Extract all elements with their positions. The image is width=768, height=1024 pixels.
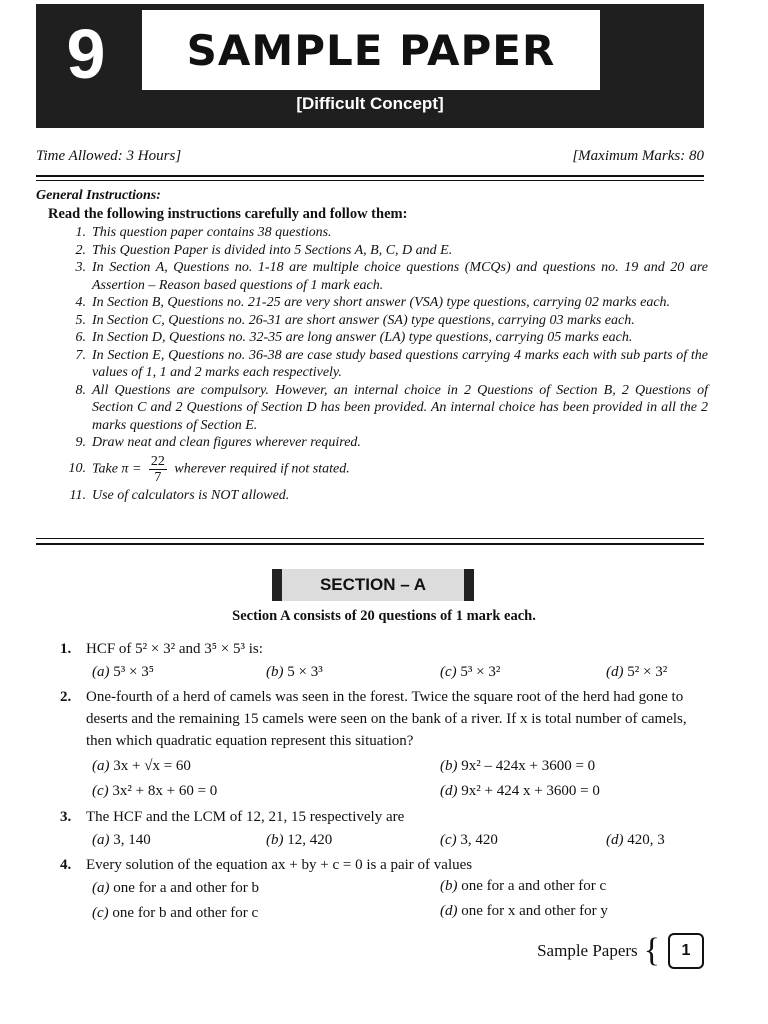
list-item: 5. In Section C, Questions no. 26-31 are short answer (SA) type questions, carrying 03 marks each. (75, 312, 635, 328)
instructions-subheading: Read the following instructions carefully and follow them: (48, 206, 408, 222)
list-item: 4. In Section B, Questions no. 21-25 are very short answer (VSA) type questions, carrying 02 marks each. (75, 295, 671, 310)
question-3: 3. The HCF and the LCM of 12, 21, 15 respectively are (60, 809, 405, 825)
question-4: 4. Every solution of the equation ax + by + c = 0 is a pair of values (60, 857, 473, 873)
list-item: 2. This Question Paper is divided into 5 Sections A, B, C, D and E. (75, 242, 453, 258)
option-b: (b) 12, 420 (266, 832, 333, 848)
paper-header (36, 4, 704, 128)
question-1: 1. HCF of 5² × 3² and 3⁵ × 5³ is: (60, 641, 263, 657)
section-title: SECTION – A (272, 569, 474, 601)
question-2: 2. One-fourth of a herd of camels was seen in the forest. Twice the square root of the herd had gone to deserts and the remaining 15 camels were seen on the bank of a river. If x is total number of camels, then which quadratic equation represent this situation? (60, 689, 687, 749)
option-a: (a) 3, 140 (92, 832, 151, 848)
list-item: 3. In Section A, Questions no. 1-18 are multiple choice questions (MCQs) and questions no. 19 and 20 are Assertion – Reason based questions of 1 mark each. (75, 260, 708, 293)
page-number: 1 (668, 933, 704, 969)
list-item: 6. In Section D, Questions no. 32-35 are long answer (LA) type questions, carrying 05 marks each. (75, 330, 633, 345)
list-item: 9. Draw neat and clean figures wherever required. (75, 435, 361, 450)
option-d: (d) 5² × 3² (606, 664, 668, 680)
option-b: (b) 9x² – 424x + 3600 = 0 (440, 758, 596, 774)
divider (36, 543, 704, 545)
option-c: (c) 5³ × 3² (440, 664, 501, 680)
maximum-marks: [Maximum Marks: 80 (572, 148, 704, 164)
option-c: (c) one for b and other for c (92, 905, 259, 921)
instructions-heading: General Instructions: (36, 188, 161, 203)
divider (36, 175, 704, 177)
fraction: $\frac{22}{7}$ (150, 453, 165, 485)
list-item: 8. All Questions are compulsory. However, an internal choice in 2 Questions of Section B, 2 Questions of Section C and 2 Questions of Section D has been provided. An internal choice has been provided in all the 2 marks questions of Section E. (75, 382, 708, 433)
time-allowed: Time Allowed: 3 Hours] (36, 148, 182, 164)
option-b: (b) one for a and other for c (440, 878, 607, 894)
option-d: (d) 420, 3 (606, 832, 665, 848)
paper-number: 9 (66, 15, 106, 93)
option-c: (c) 3x² + 8x + 60 = 0 (92, 783, 218, 799)
list-item: 7. In Section E, Questions no. 36-38 are case study based questions carrying 4 marks each with sub parts of the values of 1, 1 and 2 marks each respectively. (75, 347, 708, 380)
footer-label: Sample Papers (537, 941, 638, 960)
option-a: (a) 5³ × 3⁵ (92, 664, 154, 680)
option-d: (d) 9x² + 424 x + 3600 = 0 (440, 783, 600, 799)
page-footer (537, 933, 704, 969)
list-item: 1. This question paper contains 38 questions. (75, 225, 332, 240)
list-item: 11. Use of calculators is NOT allowed. (69, 487, 290, 503)
divider (36, 538, 704, 539)
list-item: 10. Take π = $\frac{22}{7}$ wherever required if not stated. (68, 453, 350, 485)
option-b: (b) 5 × 3³ (266, 664, 323, 680)
option-c: (c) 3, 420 (440, 832, 498, 848)
paper-title: SAMPLE PAPER (142, 10, 600, 90)
instructions-list (48, 224, 708, 504)
option-a: (a) one for a and other for b (92, 880, 260, 896)
option-d: (d) one for x and other for y (440, 903, 608, 919)
option-a: (a) 3x + √x = 60 (92, 758, 191, 774)
section-note: Section A consists of 20 questions of 1 mark each. (232, 608, 536, 624)
brace-icon: { (643, 932, 660, 969)
divider (36, 180, 704, 181)
paper-subtitle: [Difficult Concept] (296, 94, 444, 113)
